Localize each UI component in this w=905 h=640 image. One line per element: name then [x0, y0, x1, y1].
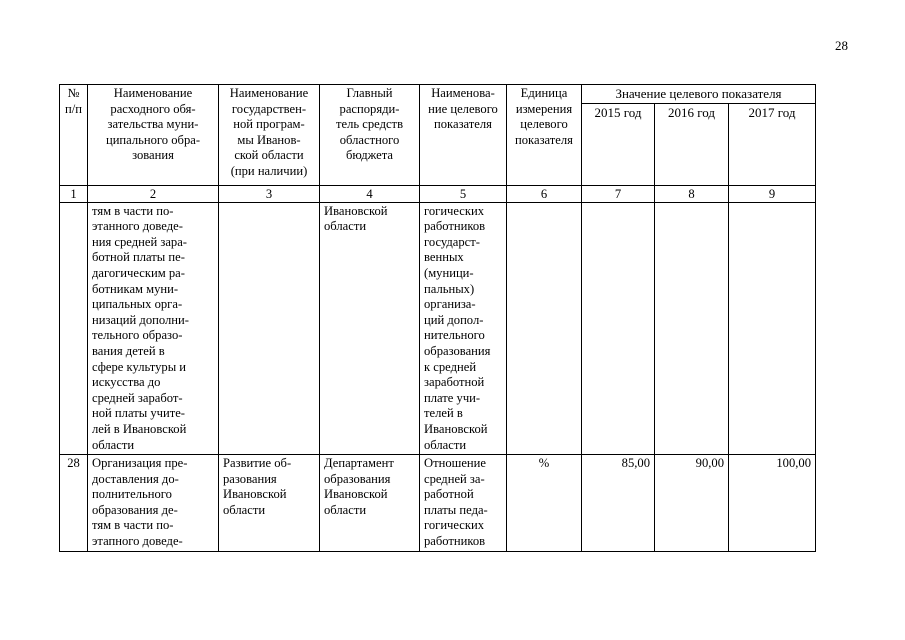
row-manager: Ивановской области — [320, 202, 420, 455]
header-year-2015: 2015 год — [582, 103, 655, 185]
row-number — [60, 202, 88, 455]
column-number: 2 — [88, 185, 219, 202]
row-manager: Департамент образования Ивановской области — [320, 455, 420, 552]
header-year-2017: 2017 год — [729, 103, 816, 185]
row-obligation: тям в части по- этанного доведе- ния средней зара- ботной платы пе- дагогическим ра- ботникам муни- ципальных орга- низаций дополни- тельного образо- вания детей в сфере культуры и искусства до средней заработ- ной платы учите- лей в Ивановской области — [88, 202, 219, 455]
row-program: Развитие об- разования Ивановской области — [219, 455, 320, 552]
row-value-2015 — [582, 202, 655, 455]
row-value-2017 — [729, 202, 816, 455]
column-number: 7 — [582, 185, 655, 202]
column-number: 8 — [655, 185, 729, 202]
table-row — [60, 455, 816, 552]
row-indicator: Отношение средней за- работной платы педа- гогических работников — [420, 455, 507, 552]
table-row — [60, 202, 816, 455]
page-number: 28 — [835, 38, 848, 53]
row-unit: % — [507, 455, 582, 552]
header-obligation: Наименование расходного обя- зательства муни- ципального обра- зования — [88, 85, 219, 186]
header-unit: Единица измерения целевого показателя — [507, 85, 582, 186]
header-program: Наименование государствен- ной програм- мы Иванов- ской области (при наличии) — [219, 85, 320, 186]
header-year-2016: 2016 год — [655, 103, 729, 185]
row-value-2016 — [655, 202, 729, 455]
column-number: 3 — [219, 185, 320, 202]
column-number: 9 — [729, 185, 816, 202]
row-value-2017: 100,00 — [729, 455, 816, 552]
row-number: 28 — [60, 455, 88, 552]
row-unit — [507, 202, 582, 455]
row-obligation: Организация пре- доставления до- полнительного образования де- тям в части по- этапного доведе- — [88, 455, 219, 552]
row-indicator: гогических работников государст- венных (муници- пальных) организа- ций допол- нительного образования к средней заработной плате учи- телей в Ивановской области — [420, 202, 507, 455]
column-number: 1 — [60, 185, 88, 202]
header-number: № п/п — [60, 85, 88, 186]
column-number: 6 — [507, 185, 582, 202]
target-indicators-table — [59, 84, 816, 552]
header-target-value-group: Значение целевого показателя — [582, 85, 816, 104]
header-manager: Главный распоряди- тель средств областного бюджета — [320, 85, 420, 186]
header-indicator: Наименова- ние целевого показателя — [420, 85, 507, 186]
column-number: 5 — [420, 185, 507, 202]
row-program — [219, 202, 320, 455]
row-value-2016: 90,00 — [655, 455, 729, 552]
row-value-2015: 85,00 — [582, 455, 655, 552]
column-number: 4 — [320, 185, 420, 202]
